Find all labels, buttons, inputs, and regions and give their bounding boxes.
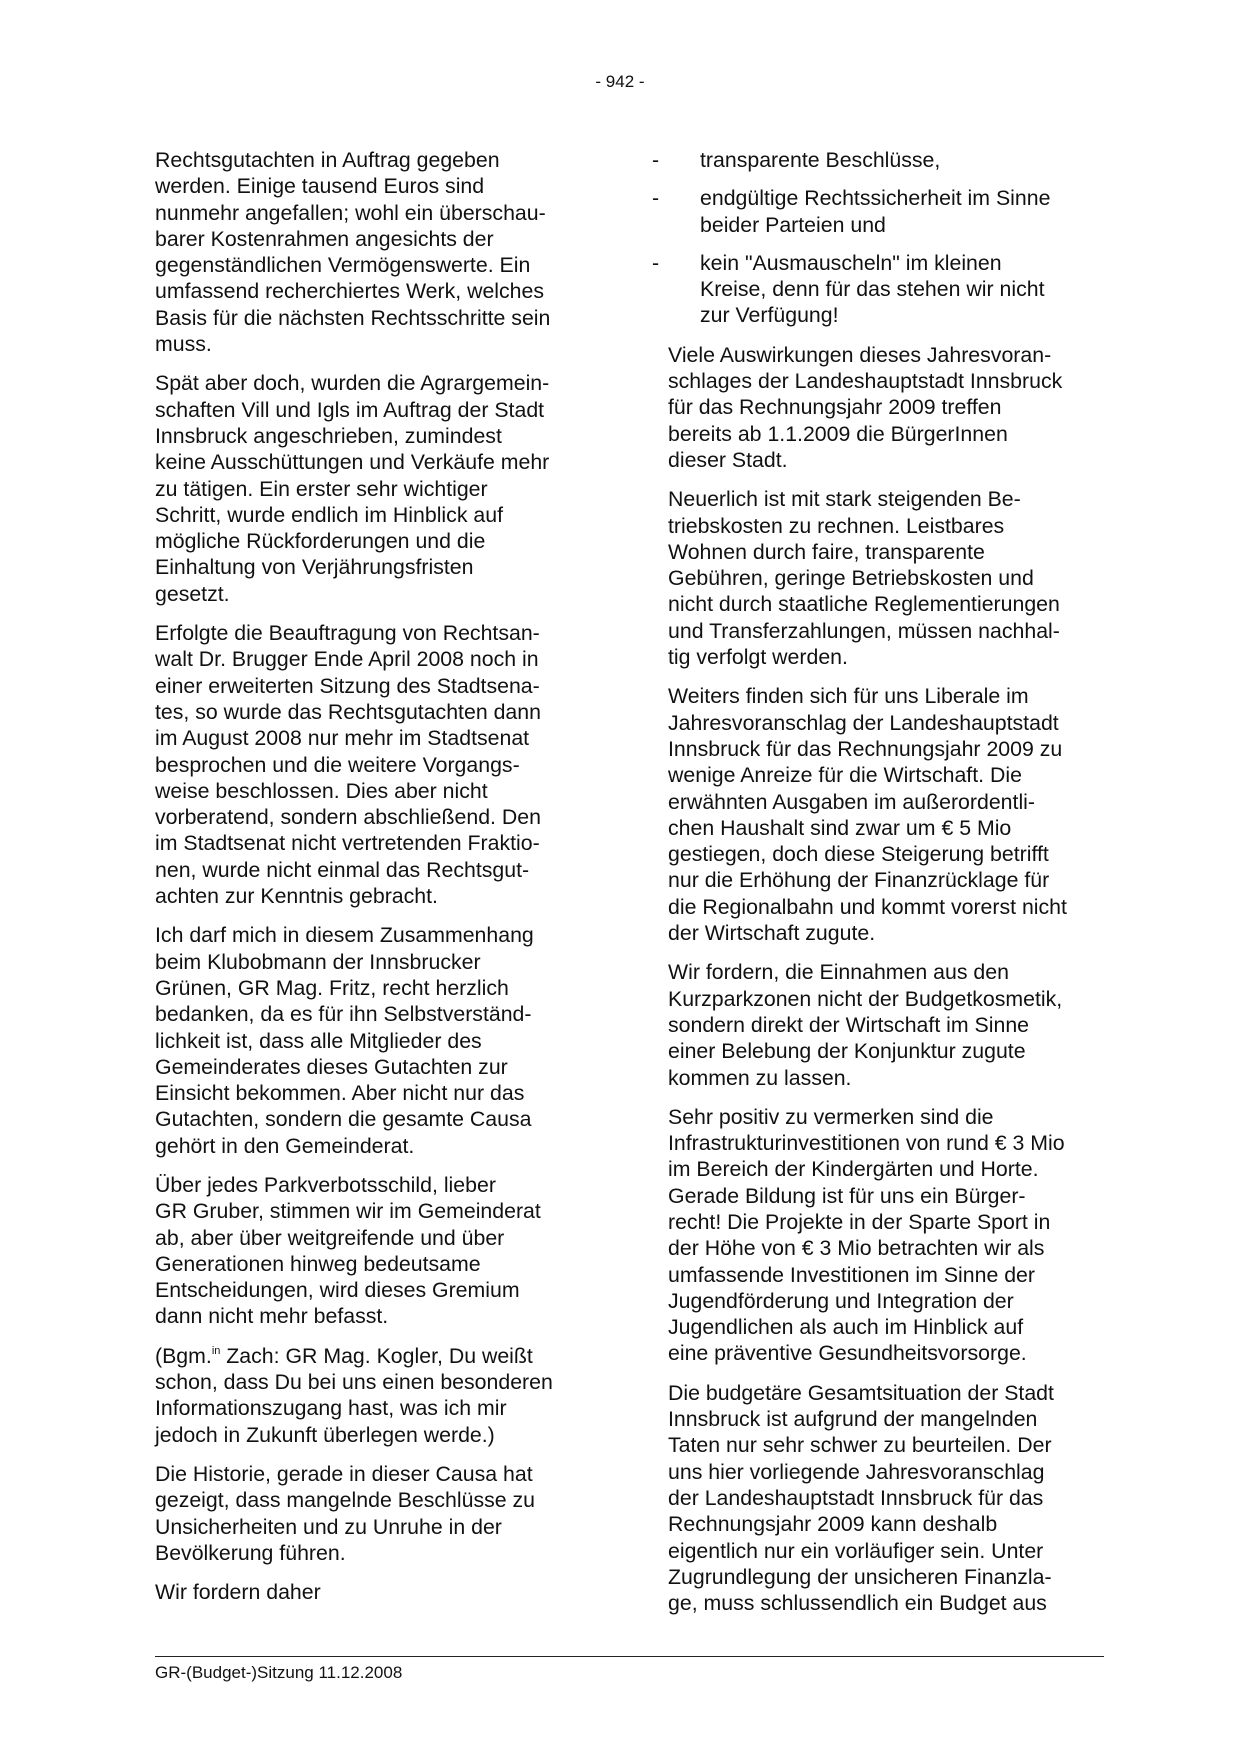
interjection-paragraph xyxy=(155,1343,590,1448)
paragraph: Spät aber doch, wurden die Agrargemein- schaften Vill und Igls im Auftrag der Stadt Innsbruck angeschrieben, zumindest keine Ausschüttungen und Verkäufe mehr zu tätigen. Ein erster sehr wichtiger Schritt, wurde endlich im Hinblick auf mögliche Rückforderungen und die Einhaltung von Verjährungsfristen gesetzt. xyxy=(155,371,550,606)
list-item xyxy=(652,147,1104,173)
paragraph: Erfolgte die Beauftragung von Rechtsan- walt Dr. Brugger Ende April 2008 noch in einer erweiterten Sitzung des Stadtsena- tes, so wurde das Rechtsgutachten dann im August 2008 nur mehr im Stadtsenat besprochen und die weitere Vorgangs- weise beschlossen. Dies aber nicht vorberatend, sondern abschließend. Den im Stadtsenat nicht vertretenden Fraktio- nen, wurde nicht einmal das Rechtsgut- achten zur Kenntnis gebracht. xyxy=(155,621,541,909)
list-item-text: endgültige Rechtssicherheit im Sinne beider Parteien und xyxy=(700,186,1051,237)
interjection-text: Zach: GR Mag. Kogler, Du weißt schon, dass Du bei uns einen besonderen Informationszugang hast, was ich mir jedoch in Zukunft überlegen werde.) xyxy=(155,1343,553,1447)
list-item xyxy=(652,250,1104,329)
interjection-prefix: (Bgm. xyxy=(155,1343,212,1368)
bullet-dash: - xyxy=(652,148,660,172)
paragraph: Über jedes Parkverbotsschild, lieber GR Gruber, stimmen wir im Gemeinderat ab, aber über weitgreifende und über Generationen hinweg bedeutsame Entscheidungen, wird dieses Gremium dann nicht mehr befasst. xyxy=(155,1172,541,1329)
paragraph: Viele Auswirkungen dieses Jahresvoran- schlages der Landeshauptstadt Innsbruck für das Rechnungsjahr 2009 treffen bereits ab 1.1.2009 die BürgerInnen dieser Stadt. xyxy=(668,342,1063,472)
paragraph: Wir fordern, die Einnahmen aus den Kurzparkzonen nicht der Budgetkosmetik, sondern direkt der Wirtschaft im Sinne einer Belebung der Konjunktur zugute kommen zu lassen. xyxy=(668,960,1063,1090)
list-item-text: transparente Beschlüsse, xyxy=(700,148,941,172)
paragraph: Rechtsgutachten in Auftrag gegeben werden. Einige tausend Euros sind nunmehr angefallen; wohl ein überschau- barer Kostenrahmen angesichts der gegenständlichen Vermögenswerte. Ein umfassend recherchiertes Werk, welches Basis für die nächsten Rechtsschritte sein muss. xyxy=(155,148,551,357)
bullet-dash: - xyxy=(652,186,660,211)
paragraph: Ich darf mich in diesem Zusammenhang beim Klubobmann der Innsbrucker Grünen, GR Mag. Fritz, recht herzlich bedanken, da es für ihn Selbstverständ- lichkeit ist, dass alle Mitglieder des Gemeinderates dieses Gutachten zur Einsicht bekommen. Aber nicht nur das Gutachten, sondern die gesamte Causa gehört in den Gemeinderat. xyxy=(155,923,534,1158)
paragraph: Die budgetäre Gesamtsituation der Stadt Innsbruck ist aufgrund der mangelnden Taten nur sehr schwer zu beurteilen. Der uns hier vorliegende Jahresvoranschlag der Landeshauptstadt Innsbruck für das Rechnungsjahr 2009 kann deshalb eigentlich nur ein vorläufiger sein. Unter Zugrundlegung der unsicheren Finanzla- ge, muss schlussendlich ein Budget aus xyxy=(668,1380,1054,1616)
paragraph: Weiters finden sich für uns Liberale im Jahresvoranschlag der Landeshauptstadt Innsbruck für das Rechnungsjahr 2009 zu wenige Anreize für die Wirtschaft. Die erwähnten Ausgaben im außerordentli- chen Haushalt sind zwar um € 5 Mio gestiegen, doch diese Steigerung betrifft nur die Erhöhung der Finanzrücklage für die Regionalbahn und kommt vorerst nicht der Wirtschaft zugute. xyxy=(668,684,1067,946)
paragraph: Wir fordern daher xyxy=(155,1580,321,1605)
paragraph: Die Historie, gerade in dieser Causa hat gezeigt, dass mangelnde Beschlüsse zu Unsicherheiten und zu Unruhe in der Bevölkerung führen. xyxy=(155,1461,536,1565)
left-column xyxy=(155,147,590,1618)
footer-divider xyxy=(155,1656,1104,1657)
footer-session-label: GR-(Budget-)Sitzung 11.12.2008 xyxy=(155,1663,403,1682)
list-item xyxy=(652,185,1104,238)
demands-list xyxy=(652,147,1104,329)
superscript: in xyxy=(211,1344,221,1357)
paragraph: Neuerlich ist mit stark steigenden Be- triebskosten zu rechnen. Leistbares Wohnen durch faire, transparente Gebühren, geringe Betriebskosten und nicht durch staatliche Reglementierungen und Transferzahlungen, müssen nachhal- tig verfolgt werden. xyxy=(668,487,1060,670)
bullet-dash: - xyxy=(652,250,660,275)
paragraph: Sehr positiv zu vermerken sind die Infrastrukturinvestitionen von rund € 3 Mio im Bereich der Kindergärten und Horte. Gerade Bildung ist für uns ein Bürger- recht! Die Projekte in der Sparte Sport in der Höhe von € 3 Mio betrachten wir als umfassende Investitionen im Sinne der Jugendförderung und Integration der Jugendlichen als auch im Hinblick auf eine präventive Gesundheitsvorsorge. xyxy=(668,1104,1065,1366)
right-column xyxy=(652,147,1104,1629)
page-number: - 942 - xyxy=(595,72,645,91)
list-item-text: kein "Ausmauscheln" im kleinen Kreise, denn für das stehen wir nicht zur Verfügung! xyxy=(700,250,1045,328)
